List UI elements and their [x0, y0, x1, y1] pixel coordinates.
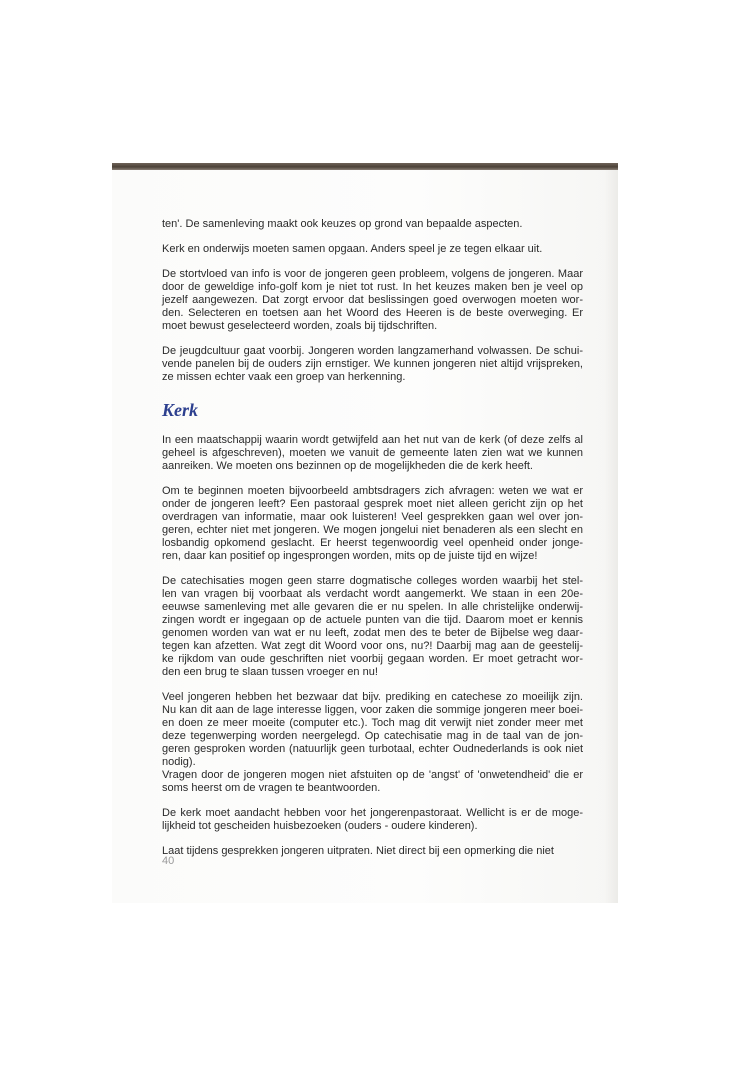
paragraph — [162, 485, 583, 563]
text-line: zingen wordt er ingegaan op de actuele punten van die tijd. Daarom moet er kennis — [162, 614, 583, 626]
text-column — [162, 218, 583, 870]
text-line: jezelf aangewezen. Dat zorgt ervoor dat beslissingen goed overwogen moeten wor- — [162, 294, 583, 306]
text-line: Laat tijdens gesprekken jongeren uitpraten. Niet direct bij een opmerking die niet — [162, 845, 554, 857]
paragraph — [162, 807, 583, 833]
text-line: ke rijkdom van oude geschriften niet voorbij gegaan worden. Er moet getracht wor- — [162, 653, 583, 665]
text-line: vende panelen bij de ouders zijn ernstiger. We kunnen jongeren niet altijd vrijspreken, — [162, 358, 583, 370]
paragraph — [162, 243, 583, 256]
paragraph — [162, 845, 583, 858]
text-line: geheel is afgeschreven), moeten we vanuit de gemeente laten zien wat we kunnen — [162, 447, 583, 459]
text-line: tegen kan afzetten. Wat zegt dit Woord voor ons, nu?! Daarbij mag aan de geestelij- — [162, 640, 583, 652]
text-line: eeuwse samenleving met alle gevaren die er nu spelen. In alle christelijke onderwij- — [162, 601, 583, 613]
text-line: De stortvloed van info is voor de jongeren geen probleem, volgens de jongeren. Maar — [162, 268, 583, 280]
text-line: nodig). — [162, 756, 196, 768]
text-line: den een brug te slaan tussen vroeger en nu! — [162, 666, 378, 678]
paragraph — [162, 434, 583, 473]
paragraph — [162, 218, 583, 231]
page-number: 40 — [162, 855, 175, 867]
paragraph — [162, 575, 583, 679]
paragraph — [162, 268, 583, 333]
text-line: geren gesproken worden (natuurlijk geen turbotaal, echter Oudnederlands is ook niet — [162, 743, 583, 755]
text-line: den. Selecteren en toetsen aan het Woord des Heeren is de beste overweging. Er — [162, 307, 583, 319]
paragraph — [162, 769, 583, 795]
text-line: soms heerst om de vragen te beantwoorden. — [162, 782, 381, 794]
text-line: len van vragen bij voorbaat als verdacht wordt aangemerkt. We staan in een 20e- — [162, 588, 583, 600]
text-line: moet bewust geselecteerd worden, zoals bij tijdschriften. — [162, 320, 438, 332]
text-line: Veel jongeren hebben het bezwaar dat bijv. prediking en catechese zo moeilijk zijn. — [162, 691, 583, 703]
text-line: Nu kan dit aan de lage interesse liggen, voor zaken die sommige jongeren meer boei- — [162, 704, 583, 716]
paragraph — [162, 345, 583, 384]
page-top-rule — [112, 163, 618, 170]
text-line: onder de jongeren leeft? Een pastoraal gesprek moet niet alleen gericht zijn op het — [162, 498, 583, 510]
text-line: De jeugdcultuur gaat voorbij. Jongeren worden langzamerhand volwassen. De schui- — [162, 345, 583, 357]
text-line: ten'. De samenleving maakt ook keuzes op grond van bepaalde aspecten. — [162, 218, 523, 230]
paragraph — [162, 691, 583, 769]
paragraphs-before-heading — [162, 218, 583, 384]
text-line: ren, daar kan positief op ingesprongen worden, mits op de juiste tijd en wijze! — [162, 550, 538, 562]
text-line: aanreiken. We moeten ons bezinnen op de mogelijkheden die de kerk heeft. — [162, 460, 533, 472]
section-heading-kerk: Kerk — [162, 400, 198, 420]
text-line: losbandig opkomend geslacht. Er heerst tegenwoordig veel openheid onder jonge- — [162, 537, 583, 549]
text-line: en doen ze meer moeite (computer etc.). Toch mag dit verwijt niet zonder meer met — [162, 717, 583, 729]
text-line: genomen worden van wat er nu leeft, zodat men des te beter de Bijbelse weg daar- — [162, 627, 583, 639]
text-line: In een maatschappij waarin wordt getwijfeld aan het nut van de kerk (of deze zelfs al — [162, 434, 583, 446]
paragraphs-after-heading — [162, 434, 583, 858]
text-line: lijkheid tot gescheiden huisbezoeken (ouders - oudere kinderen). — [162, 820, 478, 832]
text-line: ze missen echter vaak een groep van herkenning. — [162, 371, 406, 383]
text-line: deze tegenwerping worden neergelegd. Op catechisatie mag in de taal van de jon- — [162, 730, 583, 742]
text-line: door de geweldige info-golf kom je niet tot rust. In het keuzes maken ben je veel op — [162, 281, 583, 293]
text-line: De catechisaties mogen geen starre dogmatische colleges worden waarbij het stel- — [162, 575, 583, 587]
text-line: Vragen door de jongeren mogen niet afstuiten op de 'angst' of 'onwetendheid' die er — [162, 769, 583, 781]
text-line: geren, echter niet met jongeren. We mogen jongelui niet benaderen als een slecht en — [162, 524, 583, 536]
text-line: De kerk moet aandacht hebben voor het jongerenpastoraat. Wellicht is er de moge- — [162, 807, 583, 819]
text-line: Kerk en onderwijs moeten samen opgaan. Anders speel je ze tegen elkaar uit. — [162, 243, 543, 255]
text-line: Om te beginnen moeten bijvoorbeeld ambtsdragers zich afvragen: weten we wat er — [162, 485, 583, 497]
text-line: overdragen van informatie, maar ook luisteren! Veel gesprekken gaan wel over jon- — [162, 511, 583, 523]
page-edge-shadow — [604, 170, 618, 903]
